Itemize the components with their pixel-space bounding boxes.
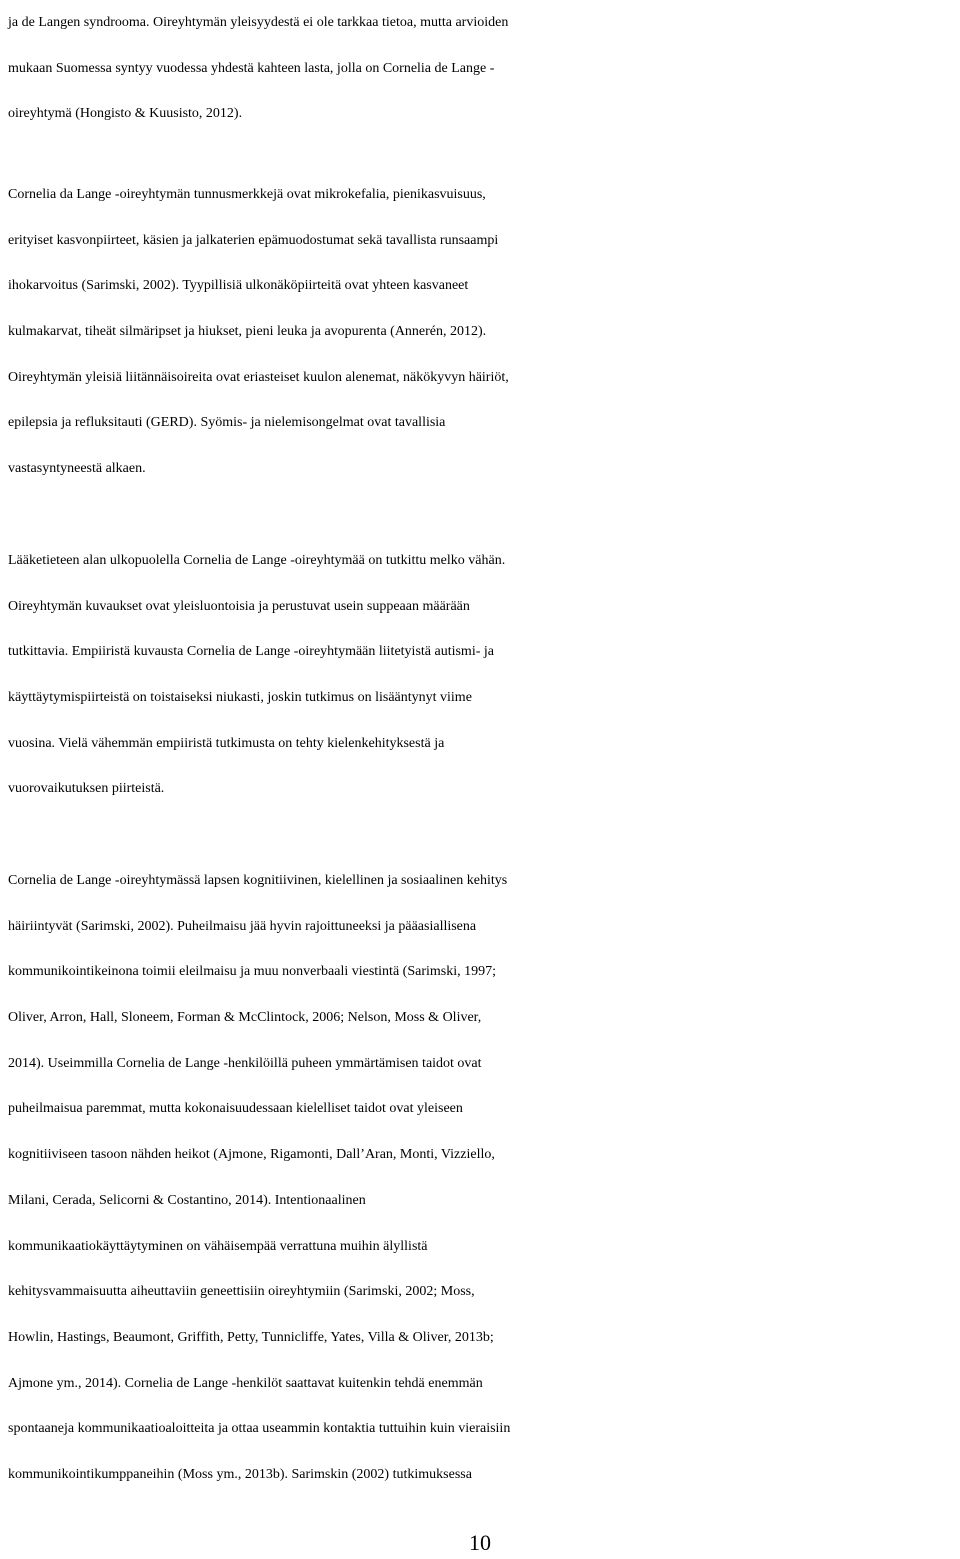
text-line: kommunikointikumppaneihin (Moss ym., 2013b). Sarimskin (2002) tutkimuksessa: [8, 1466, 472, 1482]
text-line: spontaaneja kommunikaatioaloitteita ja ottaa useammin kontaktia tuttuihin kuin vieraisiin: [8, 1421, 511, 1437]
text-line: oireyhtymä (Hongisto & Kuusisto, 2012).: [8, 106, 243, 122]
text-line: häiriintyvät (Sarimski, 2002). Puheilmaisu jää hyvin rajoittuneeksi ja pääasiallisena: [8, 918, 477, 934]
text-line: vastasyntyneestä alkaen.: [8, 461, 146, 477]
text-line: Oireyhtymän kuvaukset ovat yleisluontoisia ja perustuvat usein suppeaan määrään: [8, 598, 470, 614]
text-line: kognitiiviseen tasoon nähden heikot (Ajmone, Rigamonti, Dall’Aran, Monti, Vizziello,: [8, 1147, 495, 1163]
paragraph: [8, 538, 960, 812]
text-line: Lääketieteen alan ulkopuolella Cornelia de Lange -oireyhtymää on tutkittu melko vähän.: [8, 553, 506, 568]
text-line: kulmakarvat, tiheät silmäripset ja hiukset, pieni leuka ja avopurenta (Annerén, 2012).: [8, 324, 487, 340]
paragraph: [8, 0, 960, 137]
text-line: kommunikointikeinona toimii eleilmaisu ja muu nonverbaali viestintä (Sarimski, 1997;: [8, 964, 496, 980]
page-number: 10: [469, 1530, 491, 1555]
text-line: Cornelia de Lange -oireyhtymässä lapsen kognitiivinen, kielellinen ja sosiaalinen kehitys: [8, 873, 508, 888]
text-line: 2014). Useimmilla Cornelia de Lange -henkilöillä puheen ymmärtämisen taidot ovat: [8, 1055, 482, 1071]
paragraph: [8, 858, 960, 1498]
text-line: tutkittavia. Empiiristä kuvausta Cornelia de Lange -oireyhtymään liitetyistä autismi- ja: [8, 644, 494, 660]
text-line: käyttäytymispiirteistä on toistaiseksi niukasti, joskin tutkimus on lisääntynyt viime: [8, 690, 472, 706]
text-line: Ajmone ym., 2014). Cornelia de Lange -henkilöt saattavat kuitenkin tehdä enemmän: [8, 1375, 483, 1391]
text-line: Cornelia da Lange -oireyhtymän tunnusmerkkejä ovat mikrokefalia, pienikasvuisuus,: [8, 187, 486, 202]
text-line: kehitysvammaisuutta aiheuttaviin geneettisiin oireyhtymiin (Sarimski, 2002; Moss,: [8, 1284, 475, 1300]
text-line: kommunikaatiokäyttäytyminen on vähäisempää verrattuna muihin älyllistä: [8, 1238, 428, 1254]
text-line: erityiset kasvonpiirteet, käsien ja jalkaterien epämuodostumat sekä tavallista runsaampi: [8, 232, 499, 248]
text-line: ja de Langen syndrooma. Oireyhtymän yleisyydestä ei ole tarkkaa tietoa, mutta arvioiden: [8, 15, 509, 30]
text-line: Oliver, Arron, Hall, Sloneem, Forman & McClintock, 2006; Nelson, Moss & Oliver,: [8, 1010, 482, 1026]
text-line: Howlin, Hastings, Beaumont, Griffith, Petty, Tunnicliffe, Yates, Villa & Oliver, 2013b;: [8, 1329, 494, 1345]
text-line: ihokarvoitus (Sarimski, 2002). Tyypillisiä ulkonäköpiirteitä ovat yhteen kasvaneet: [8, 278, 469, 294]
text-line: Oireyhtymän yleisiä liitännäisoireita ovat eriasteiset kuulon alenemat, näkökyvyn häiriöt,: [8, 369, 509, 385]
text-line: mukaan Suomessa syntyy vuodessa yhdestä kahteen lasta, jolla on Cornelia de Lange -: [8, 60, 495, 76]
text-line: epilepsia ja refluksitauti (GERD). Syömis- ja nielemisongelmat ovat tavallisia: [8, 415, 446, 431]
text-line: puheilmaisua paremmat, mutta kokonaisuudessaan kielelliset taidot ovat yleiseen: [8, 1101, 463, 1117]
text-line: Milani, Cerada, Selicorni & Costantino, 2014). Intentionaalinen: [8, 1192, 366, 1208]
text-line: vuosina. Vielä vähemmän empiiristä tutkimusta on tehty kielenkehityksestä ja: [8, 735, 445, 751]
text-line: vuorovaikutuksen piirteistä.: [8, 781, 165, 797]
paragraph: [8, 172, 960, 492]
